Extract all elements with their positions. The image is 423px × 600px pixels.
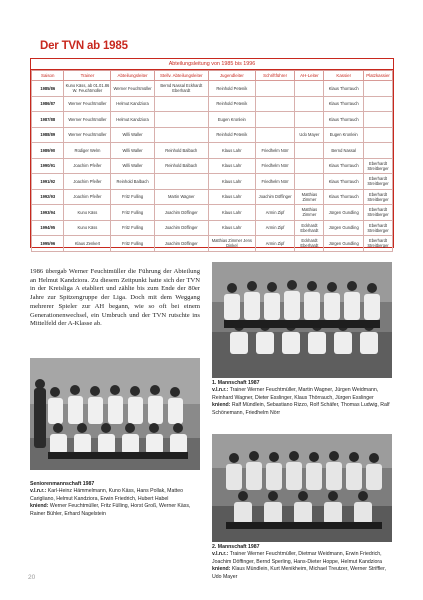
table-cell: Klaus Thorrauch	[324, 189, 364, 205]
table-cell: Friedhelm Nörr	[255, 158, 295, 174]
table-cell: Eckhardt Eberhardt	[295, 220, 324, 236]
table-cell: Matthias Zimmer Jens Dinkel	[208, 236, 255, 252]
column-header: Kassier	[324, 71, 364, 81]
table-cell	[295, 158, 324, 174]
table-cell: Kuno Käss	[64, 220, 111, 236]
table-cell: Klaus Thorrauch	[324, 174, 364, 190]
senior-team-caption-title: Seniorenmannschaft 1987	[30, 481, 95, 487]
table-cell	[295, 174, 324, 190]
table-cell: Werner Feuchtmüller	[64, 112, 111, 128]
table-row	[32, 205, 393, 221]
table-cell: Fritz Fulling	[111, 220, 154, 236]
table-cell: Bernd Nassal	[324, 143, 364, 159]
table-cell: Klaus Lahr	[208, 174, 255, 190]
senior-team-photo	[30, 358, 200, 470]
season-cell: 1993/94	[32, 205, 64, 221]
table-cell: Fritz Fulling	[111, 236, 154, 252]
table-cell	[295, 96, 324, 112]
season-cell: 1990/91	[32, 158, 64, 174]
table-cell: Klaus Lahr	[208, 205, 255, 221]
table-cell: Joachim Pfeifer	[64, 174, 111, 190]
table-cell	[295, 81, 324, 97]
table-cell	[364, 112, 393, 128]
table-cell	[295, 112, 324, 128]
table-cell: Armin Zipf	[255, 205, 295, 221]
table-cell: Matthias Zimmer	[295, 205, 324, 221]
table-cell	[364, 96, 393, 112]
table-cell: Willi Waller	[111, 143, 154, 159]
table-cell: Willi Waller	[111, 127, 154, 143]
table-row	[32, 81, 393, 97]
table-body	[32, 81, 393, 252]
table-cell	[255, 81, 295, 97]
table-cell: Fritz Fulling	[111, 205, 154, 221]
table-row	[32, 236, 393, 252]
table-row	[32, 96, 393, 112]
table-cell: Klaus Thorrauch	[324, 112, 364, 128]
table-cell: Armin Zipf	[255, 220, 295, 236]
table-cell: Matthias Zimmer	[295, 189, 324, 205]
table-cell	[255, 127, 295, 143]
season-cell: 1991/92	[32, 174, 64, 190]
table-cell: Klaus Lahr	[208, 158, 255, 174]
table-cell: Friedhelm Nörr	[255, 143, 295, 159]
table-cell: Joachim Pfeifer	[64, 158, 111, 174]
table-cell	[364, 143, 393, 159]
table-row	[32, 143, 393, 159]
table-cell	[154, 174, 208, 190]
table-cell: Eugen Kronlein	[208, 112, 255, 128]
page-number: 20	[28, 574, 36, 581]
table-cell: Klaus Zenkert	[64, 236, 111, 252]
table-cell: Willi Waller	[111, 158, 154, 174]
table-cell: Klaus Lahr	[208, 220, 255, 236]
table-cell: Kuno Käss	[64, 205, 111, 221]
table-cell: Joachim Pfeifer	[64, 189, 111, 205]
table-cell: Eugen Kronlein	[324, 127, 364, 143]
table-cell: Reinhold Balbach	[154, 158, 208, 174]
table-row	[32, 127, 393, 143]
table-cell: Joachim Döffinger	[255, 189, 295, 205]
table-cell: Udo Mayer	[295, 127, 324, 143]
management-grid	[31, 70, 393, 252]
table-cell: Martin Wagner	[154, 189, 208, 205]
table-cell: Helmut Kandziora	[111, 96, 154, 112]
second-team-caption-title: 2. Mannschaft 1987	[212, 544, 260, 550]
table-cell: Klaus Lahr	[208, 189, 255, 205]
table-cell: Joachim Döffinger	[154, 236, 208, 252]
management-table	[30, 58, 394, 248]
column-header: AH-Leiter	[295, 71, 324, 81]
table-cell	[364, 127, 393, 143]
season-cell: 1985/86	[32, 81, 64, 97]
table-cell: Reinhold Balbach	[111, 174, 154, 190]
table-cell: Rüdiger Welm	[64, 143, 111, 159]
table-cell: Eberhardt Streitberger	[364, 189, 393, 205]
table-cell: Joachim Döffinger	[154, 220, 208, 236]
table-cell: Werner Feuchtmüller	[64, 127, 111, 143]
table-cell: Reinhold Petenik	[208, 81, 255, 97]
column-header: Stellv. Abteilungsleiter	[154, 71, 208, 81]
table-cell	[154, 127, 208, 143]
table-cell: Jürgen Gundling	[324, 236, 364, 252]
table-row	[32, 220, 393, 236]
table-cell	[154, 112, 208, 128]
season-cell: 1987/88	[32, 112, 64, 128]
table-cell: Bernd Nassal Eckhardt Eberhardt	[154, 81, 208, 97]
table-cell: Reinhold Petenik	[208, 127, 255, 143]
first-team-caption: 1. Mannschaft 1987 v.l.n.r.: Trainer Werner Feuchtmüller, Martin Wagner, Jürgen Weidmann, Reinhard Wagner, Dieter Esslinger, Klaus Thörrauch, Jürgen Esslinger kniend: Ralf Mündlein, Sebastiano Rizzo, Rolf Schäfer, Thomas Ludwig, Ralf Schönemann, Friedhelm Nörr	[212, 380, 390, 416]
second-team-photo	[212, 434, 392, 542]
history-paragraph: 1986 übergab Werner Feuchtmüller die Führung der Abteilung an Helmut Kandziora. Zu diesem Zeitpunkt hatte sich der TVN in der Kreisliga A etabliert und zählte bis zum Ende der 80er Jahre zur Spitzengruppe der Liga. Doch mit dem Weggang mehrerer Spieler zur AH begann, wie so oft bei einem Generationenwechsel, ein Umbruch und der TVN rutschte ins Mittelfeld der A-Klasse ab.	[30, 268, 200, 328]
season-cell: 1988/89	[32, 127, 64, 143]
table-cell: Helmut Kandziora	[111, 112, 154, 128]
table-cell	[255, 112, 295, 128]
table-cell: Reinhold Petenik	[208, 96, 255, 112]
table-cell: Klaus Thorrauch	[324, 96, 364, 112]
table-row	[32, 158, 393, 174]
table-cell: Werner Feuchtmüller	[64, 96, 111, 112]
second-team-caption: 2. Mannschaft 1987 v.l.n.r.: Trainer Werner Feuchtmüller, Dietmar Weidmann, Erwin Friedrich, Joachim Döffinger, Bernd Sperling, Hans-Dieter Hoppe, Helmut Kandziora kniend: Klaus Mündlein, Kurt Menikheim, Michael Treutzer, Werner Striffler, Udo Mayer	[212, 544, 386, 580]
column-header: Trainer	[64, 71, 111, 81]
column-header: Abteilungsleiter	[111, 71, 154, 81]
table-cell: Fritz Fulling	[111, 189, 154, 205]
table-cell: Joachim Döffinger	[154, 205, 208, 221]
column-header: Saison	[32, 71, 64, 81]
season-cell: 1995/96	[32, 236, 64, 252]
senior-team-caption: Seniorenmannschaft 1987 v.l.n.r.: Karl-Heinz Hämmelmann, Kuno Käss, Hans Pollak, Matteo Carigliano, Helmut Kandziora, Erwin Friedrich, Hubert Habel kniend: Werner Feuchtmüller, Fritz Fülling, Horst Groß, Werner Käss, Rainer Bühler, Erhard Nagelstein	[30, 481, 191, 517]
column-header: Platzkassier	[364, 71, 393, 81]
table-cell	[364, 81, 393, 97]
table-cell	[154, 96, 208, 112]
first-team-caption-title: 1. Mannschaft 1987	[212, 380, 260, 386]
table-cell: Eberhardt Streitberger	[364, 205, 393, 221]
table-cell: Eckhardt Eberhardt	[295, 236, 324, 252]
column-header: Jugendleiter	[208, 71, 255, 81]
table-cell: Eberhardt Streitberger	[364, 174, 393, 190]
season-cell: 1986/87	[32, 96, 64, 112]
table-cell: Eberhardt Streitberger	[364, 220, 393, 236]
table-cell: Klaus Thorrauch	[324, 158, 364, 174]
table-cell: Jürgen Gundling	[324, 220, 364, 236]
table-cell: Jürgen Gundling	[324, 205, 364, 221]
table-cell	[295, 143, 324, 159]
table-cell: Klaus Thorrauch	[324, 81, 364, 97]
table-cell: Klaus Lahr	[208, 143, 255, 159]
table-cell: Kuno Käss, ab 01.01.86 W. Feuchtmüller	[64, 81, 111, 97]
column-header: Schriftführer	[255, 71, 295, 81]
table-heading: Abteilungsleitung von 1985 bis 1996	[31, 59, 393, 70]
table-header-row	[32, 71, 393, 81]
table-row	[32, 174, 393, 190]
table-cell: Werner Feuchtmüller	[111, 81, 154, 97]
season-cell: 1989/90	[32, 143, 64, 159]
table-cell: Reinhold Balbach	[154, 143, 208, 159]
season-cell: 1994/95	[32, 220, 64, 236]
table-cell: Friedhelm Nörr	[255, 174, 295, 190]
table-row	[32, 189, 393, 205]
table-cell: Armin Zipf	[255, 236, 295, 252]
table-cell	[255, 96, 295, 112]
table-cell: Eberhardt Streitberger	[364, 236, 393, 252]
first-team-photo	[212, 262, 392, 378]
page-title: Der TVN ab 1985	[40, 40, 128, 52]
season-cell: 1992/93	[32, 189, 64, 205]
table-cell: Eberhardt Streitberger	[364, 158, 393, 174]
table-row	[32, 112, 393, 128]
